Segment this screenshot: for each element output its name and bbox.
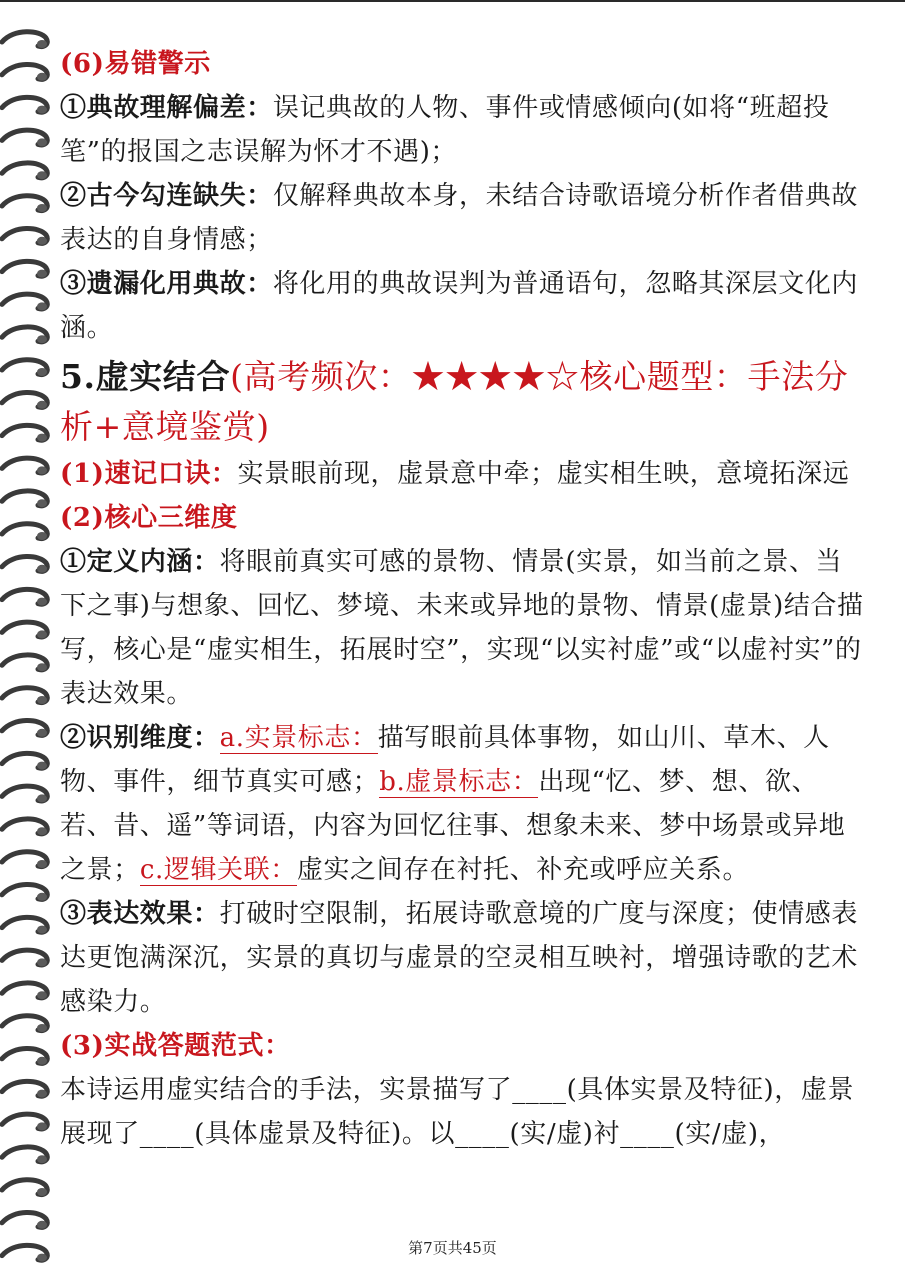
error-item-1-text: 误记典故的人物、事件或情感倾向(如将“班超投笔”的报国之志误解为怀才不遇)；: [60, 93, 830, 167]
core-dimensions-heading: (2)核心三维度: [60, 503, 238, 533]
section-6-title: [60, 42, 866, 86]
spiral-coil: [2, 1016, 47, 1032]
spiral-coil: [2, 753, 47, 769]
top-border-line: [0, 0, 905, 2]
effect-text: 打破时空限制，拓展诗歌意境的广度与深度；使情感表达更饱满深沉，实景的真切与虚景的空灵相互映衬，增强诗歌的艺术感染力。: [60, 899, 859, 1017]
spiral-coil: [2, 557, 47, 573]
spiral-coil: [2, 261, 47, 277]
spiral-coil: [2, 819, 47, 835]
answer-paradigm-heading: (3)实战答题范式：: [60, 1031, 291, 1061]
error-item-3: [60, 262, 866, 350]
spiral-coil: [2, 852, 47, 868]
error-item-1: [60, 86, 866, 174]
spiral-coil: [2, 885, 47, 901]
spiral-coil: [2, 589, 47, 605]
page-number: 第7页共45页: [408, 1239, 497, 1257]
spiral-binding-icon: [0, 14, 62, 1280]
spiral-coil: [2, 1114, 47, 1130]
error-item-3-label: ③遗漏化用典故：: [60, 269, 273, 299]
spiral-coil: [2, 491, 47, 507]
spiral-coil: [2, 655, 47, 671]
section-5-meta: (高考频次：★★★★☆核心题型：手法分析+意境鉴赏): [60, 357, 849, 446]
spiral-coil: [2, 163, 47, 179]
spiral-coil: [2, 294, 47, 310]
real-scene-marker-text: 描写眼前具体事物，如山川、草木、人物、事件，细节真实可感；: [60, 723, 830, 797]
error-item-1-label: ①典故理解偏差：: [60, 93, 273, 123]
error-item-2: [60, 174, 866, 262]
spiral-coil: [2, 524, 47, 540]
identification-label: ②识别维度：: [60, 723, 220, 753]
mnemonic-text: 实景眼前现，虚景意中牵；虚实相生映，意境拓深远: [237, 459, 850, 489]
core-dimensions-title: [60, 496, 866, 540]
paradigm-text: 本诗运用虚实结合的手法，实景描写了____(具体实景及特征)，虚景展现了____(具体虚景及特征)。以____(实/虚)衬____(实/虚)，: [60, 1075, 855, 1149]
virtual-scene-marker-text: 出现“忆、梦、想、欲、若、昔、遥”等词语，内容为回忆往事、想象未来、梦中场景或异地之景；: [60, 767, 846, 885]
definition-item: [60, 540, 866, 716]
spiral-coil: [2, 1147, 47, 1163]
effect-item: [60, 892, 866, 1024]
error-item-3-text: 将化用的典故误判为普通语句，忽略其深层文化内涵。: [60, 269, 859, 343]
definition-text: 将眼前真实可感的景物、情景(实景，如当前之景、当下之事)与想象、回忆、梦境、未来或异地的景物、情景(虚景)结合描写，核心是“虚实相生，拓展时空”，实现“以实衬虚”或“以虚衬实”的表达效果。: [60, 547, 864, 709]
spiral-coil: [2, 65, 47, 81]
real-scene-marker-label: a.实景标志：: [219, 723, 378, 753]
spiral-coil: [2, 1213, 47, 1229]
spiral-coil: [2, 425, 47, 441]
spiral-coil: [2, 1081, 47, 1097]
spiral-coil: [2, 1049, 47, 1065]
logic-link-text: 虚实之间存在衬托、补充或呼应关系。: [296, 855, 750, 885]
spiral-coil: [2, 32, 47, 48]
section-5-name: 5.虚实结合: [60, 357, 231, 396]
spiral-coil: [2, 458, 47, 474]
spiral-coil: [2, 196, 47, 212]
spiral-coil: [2, 786, 47, 802]
spiral-coil: [2, 721, 47, 737]
spiral-coil: [2, 327, 47, 343]
error-item-2-label: ②古今勾连缺失：: [60, 181, 273, 211]
logic-link-label: c.逻辑关联：: [139, 855, 297, 885]
definition-label: ①定义内涵：: [60, 547, 220, 577]
section-5-title: [60, 352, 866, 452]
effect-label: ③表达效果：: [60, 899, 220, 929]
spiral-coil: [2, 622, 47, 638]
spiral-coil: [2, 393, 47, 409]
identification-item: [60, 716, 866, 892]
mnemonic-label: (1)速记口诀：: [60, 459, 238, 489]
spiral-coil: [2, 917, 47, 933]
spiral-coil: [2, 983, 47, 999]
spiral-coil: [2, 360, 47, 376]
spiral-coil: [2, 1180, 47, 1196]
error-item-2-text: 仅解释典故本身，未结合诗歌语境分析作者借典故表达的自身情感；: [60, 181, 859, 255]
spiral-coil: [2, 97, 47, 113]
notes-content: [60, 42, 866, 1156]
virtual-scene-marker-label: b.虚景标志：: [379, 767, 539, 797]
spiral-coil: [2, 950, 47, 966]
spiral-coil: [2, 688, 47, 704]
spiral-coil: [2, 130, 47, 146]
mnemonic-line: [60, 452, 866, 496]
error-warning-heading: (6)易错警示: [60, 49, 211, 79]
paradigm-title: [60, 1024, 866, 1068]
spiral-coil: [2, 229, 47, 245]
